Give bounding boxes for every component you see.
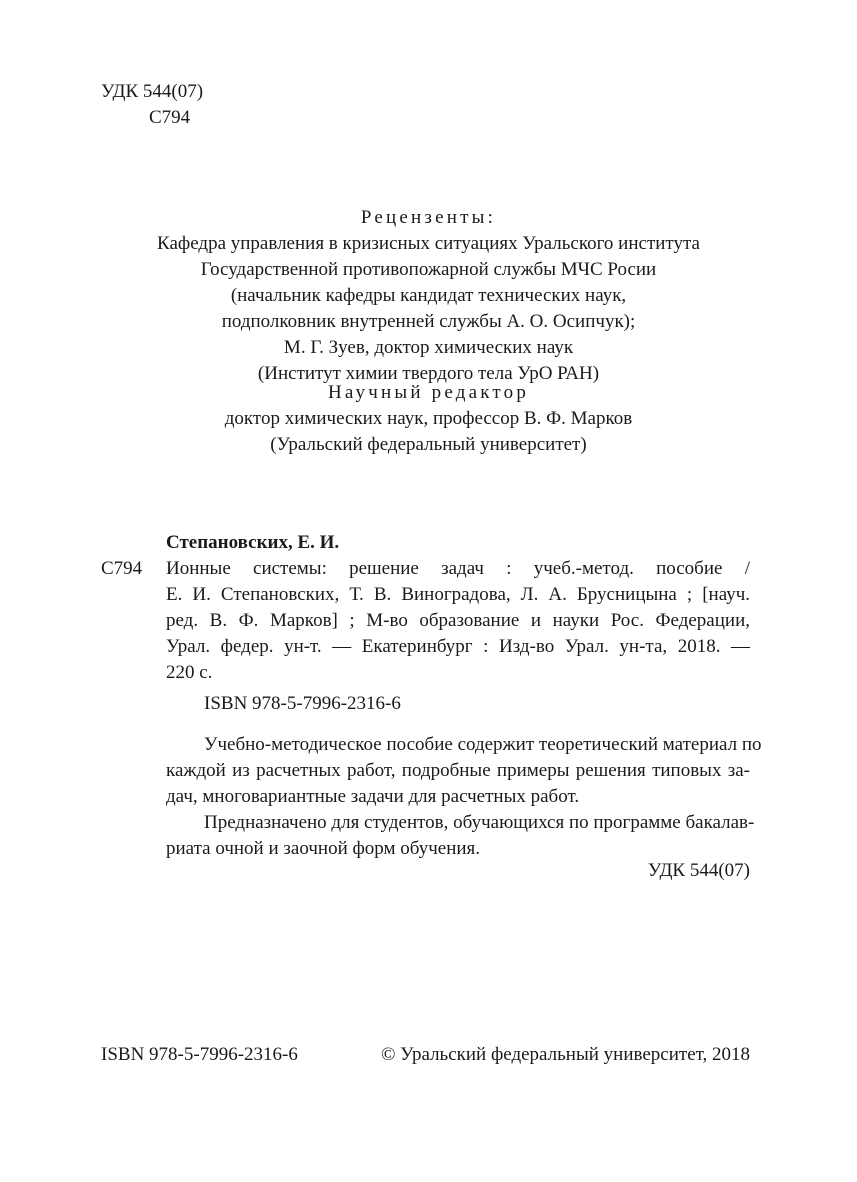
reviewers-heading: Рецензенты: — [360, 207, 497, 228]
record-author: Степановских, Е. И. — [166, 532, 340, 553]
abstract-line: каждой из расчетных работ, подробные примеры решения типовых за- — [166, 760, 750, 781]
reviewer-line: Государственной противопожарной службы МЧС Росии — [200, 259, 657, 280]
reviewer-line: подполковник внутренней службы А. О. Осипчук); — [221, 311, 636, 332]
abstract-line: Предназначено для студентов, обучающихся по программе бакалав- — [204, 812, 755, 833]
editor-line: (Уральский федеральный университет) — [270, 434, 587, 455]
reviewer-line: (начальник кафедры кандидат технических наук, — [230, 285, 627, 306]
footer-isbn: ISBN 978-5-7996-2316-6 — [101, 1044, 298, 1065]
editor-section — [0, 380, 857, 458]
record-cutter: С794 — [101, 558, 143, 579]
biblio-line: Е. И. Степановских, Т. В. Виноградова, Л. А. Брусницына ; [науч. — [166, 584, 750, 605]
bibliographic-description — [166, 556, 750, 686]
editor-line: доктор химических наук, профессор В. Ф. Марков — [224, 408, 633, 429]
reviewer-line: Кафедра управления в кризисных ситуациях Уральского института — [157, 233, 700, 254]
biblio-line: Ионные системы: решение задач : учеб.-метод. пособие / — [166, 558, 750, 579]
biblio-line: ред. В. Ф. Марков] ; М-во образование и науки Рос. Федерации, — [166, 610, 750, 631]
udk-header: УДК 544(07) — [101, 81, 204, 102]
abstract-section — [166, 732, 762, 862]
editor-heading: Научный редактор — [327, 382, 530, 403]
reviewer-line: М. Г. Зуев, доктор химических наук — [283, 337, 574, 358]
abstract-line: Учебно-методическое пособие содержит теоретический материал по — [204, 734, 762, 755]
abstract-line: дач, многовариантные задачи для расчетных работ. — [166, 786, 580, 807]
footer-copyright: © Уральский федеральный университет, 2018 — [381, 1044, 750, 1065]
record-isbn: ISBN 978-5-7996-2316-6 — [204, 693, 401, 714]
abstract-line: риата очной и заочной форм обучения. — [166, 838, 481, 859]
cutter-header: С794 — [149, 107, 191, 128]
reviewer-line: (Институт химии твердого тела УрО РАН) — [257, 363, 600, 384]
udk-footer-record: УДК 544(07) — [647, 860, 750, 881]
biblio-line: Урал. федер. ун-т. — Екатеринбург : Изд-во Урал. ун-та, 2018. — — [166, 636, 750, 657]
biblio-line: 220 с. — [166, 662, 213, 683]
reviewers-section — [0, 205, 857, 387]
